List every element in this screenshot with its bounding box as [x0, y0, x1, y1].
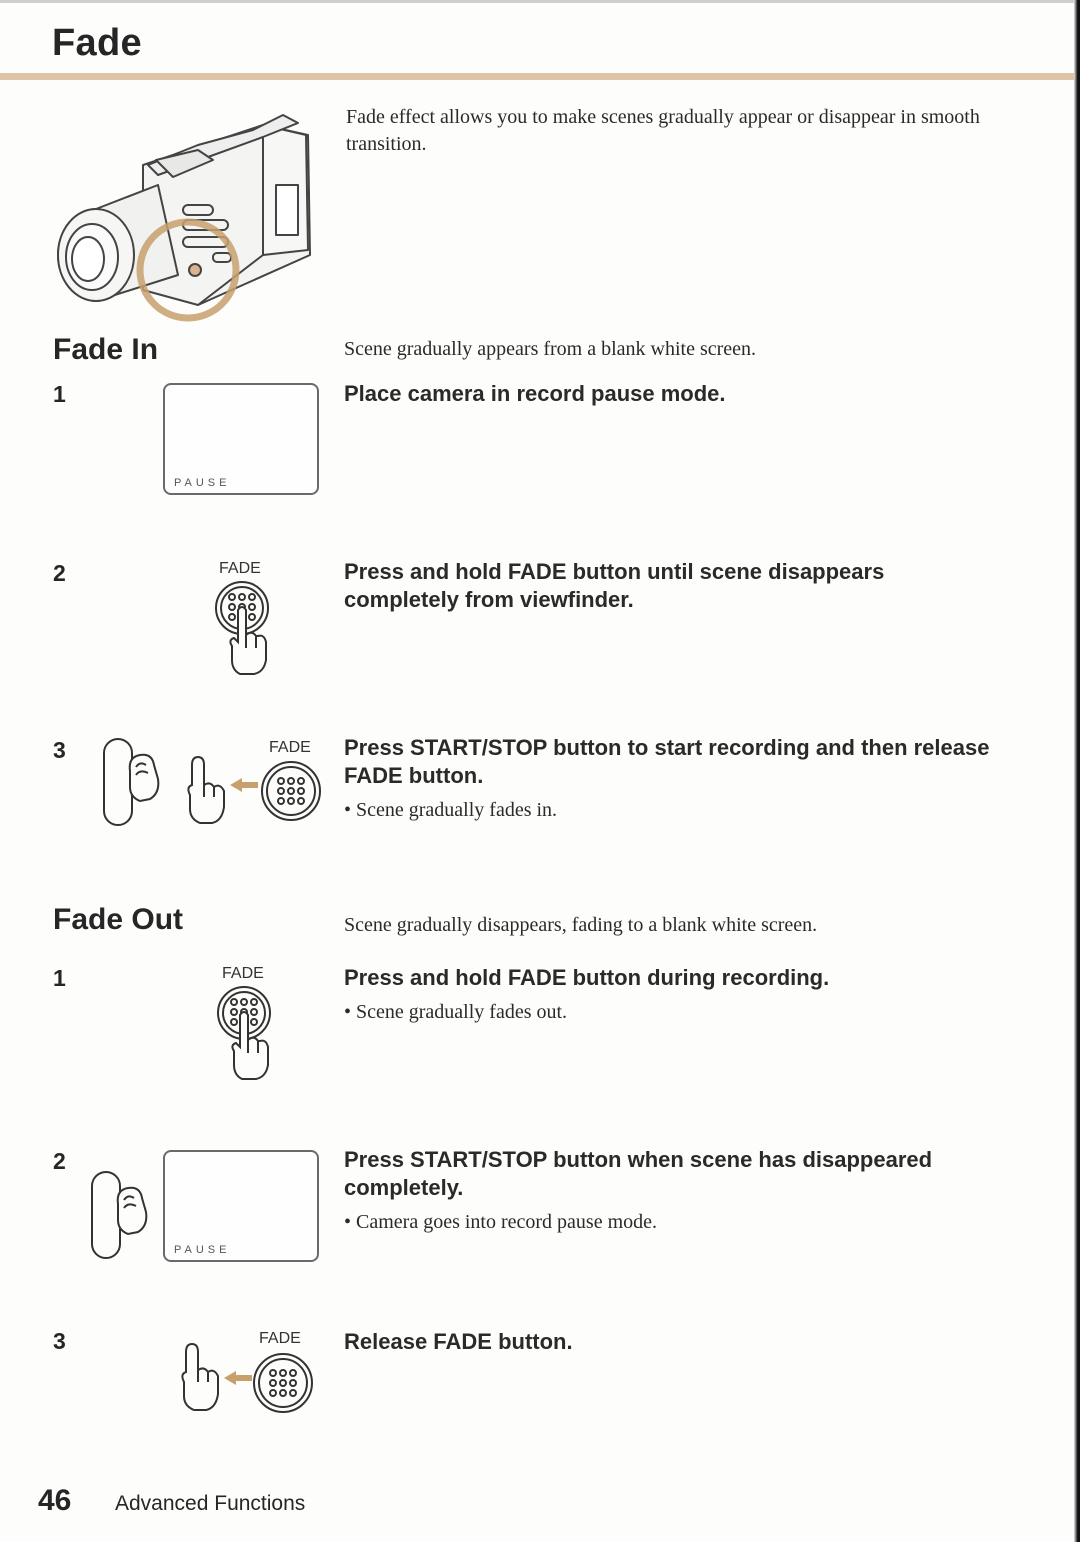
fade-out-step-1-number: 1: [53, 965, 66, 991]
fade-button-label: FADE: [269, 739, 311, 756]
fade-button-label: FADE: [259, 1330, 301, 1347]
fade-in-step-1-instruction: Place camera in record pause mode.: [344, 381, 726, 406]
fade-in-step-2-number: 2: [53, 560, 66, 586]
fade-in-step-2-instruction: Press and hold FADE button until scene disappears completely from viewfinder.: [344, 559, 885, 612]
fade-in-description: Scene gradually appears from a blank white screen.: [344, 338, 757, 360]
fade-out-heading: Fade Out: [53, 903, 184, 936]
finger-pressing-fade-button-icon: [210, 580, 280, 680]
fade-in-step-3-note: • Scene gradually fades in.: [344, 799, 558, 821]
fade-button-label: FADE: [222, 965, 264, 982]
finger-pressing-fade-button-icon: [212, 985, 282, 1085]
finger-releasing-icon: [178, 1342, 228, 1412]
fade-button-icon: [258, 758, 324, 824]
page-binding-edge: [1074, 0, 1080, 1542]
fade-button-icon: [250, 1350, 316, 1416]
fade-button-label: FADE: [219, 560, 261, 577]
fade-out-step-2-instruction: Press START/STOP button when scene has disappeared completely.: [344, 1147, 933, 1200]
page-top-edge: [0, 0, 1080, 3]
page-number: 46: [38, 1484, 72, 1517]
pause-indicator: PAUSE: [174, 477, 231, 489]
pause-indicator: PAUSE: [174, 1244, 231, 1256]
viewfinder-illustration: [163, 383, 319, 495]
fade-out-description: Scene gradually disappears, fading to a blank white screen.: [344, 914, 818, 936]
intro-paragraph: Fade effect allows you to make scenes gradually appear or disappear in smooth transition.: [346, 106, 980, 155]
fade-in-step-3-instruction: Press START/STOP button to start recording and then release FADE button.: [344, 735, 990, 788]
title-rule: [0, 73, 1074, 80]
fade-out-step-1-instruction: Press and hold FADE button during recording.: [344, 965, 830, 990]
fade-in-heading: Fade In: [53, 333, 159, 366]
camcorder-illustration: [48, 105, 318, 330]
fade-in-step-1-number: 1: [53, 381, 66, 407]
fade-out-step-1-note: • Scene gradually fades out.: [344, 1001, 568, 1023]
fade-out-step-2-note: • Camera goes into record pause mode.: [344, 1211, 658, 1233]
fade-out-step-2-number: 2: [53, 1148, 66, 1174]
fade-out-step-3-instruction: Release FADE button.: [344, 1329, 573, 1354]
footer-section-title: Advanced Functions: [115, 1492, 306, 1515]
fade-out-step-3-number: 3: [53, 1328, 66, 1354]
start-stop-button-press-icon: [88, 1168, 163, 1263]
fade-in-step-3-number: 3: [53, 737, 66, 763]
viewfinder-illustration: [163, 1150, 319, 1262]
page-title: Fade: [52, 22, 142, 64]
